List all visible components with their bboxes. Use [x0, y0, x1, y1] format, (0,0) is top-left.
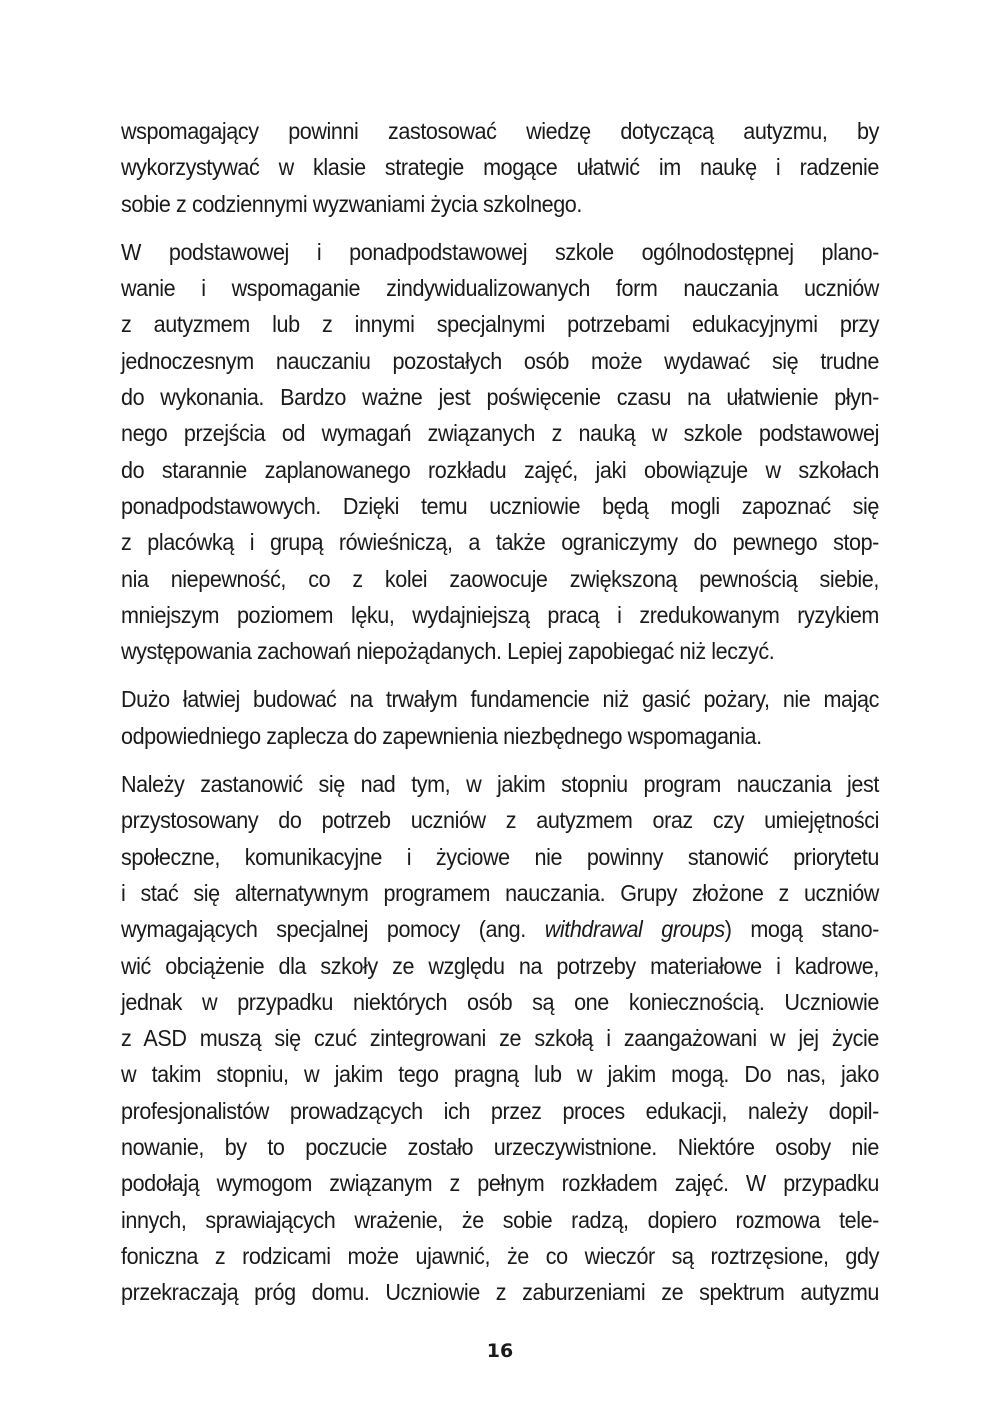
text-segment: wymagających specjalnej pomocy (ang.: [121, 916, 545, 943]
text-line: podołają wymogom związanym z pełnym rozkładem zajęć. W przypadku: [121, 1170, 879, 1197]
text-line: społeczne, komunikacyjne i życiowe nie powinny stanowić priorytetu: [121, 843, 879, 870]
text-line: odpowiedniego zaplecza do zapewnienia niezbędnego wspomagania.: [121, 722, 762, 749]
text-line: nia niepewność, co z kolei zaowocuje zwiększoną pewnością siebie,: [121, 565, 879, 592]
text-line: jednak w przypadku niektórych osób są one koniecznością. Uczniowie: [121, 988, 879, 1015]
page-body: [121, 113, 879, 1323]
text-line: wykorzystywać w klasie strategie mogące ułatwić im naukę i radzenie: [121, 154, 879, 181]
text-line: i stać się alternatywnym programem nauczania. Grupy złożone z uczniów: [121, 879, 879, 906]
text-line: do wykonania. Bardzo ważne jest poświęcenie czasu na ułatwienie płyn-: [121, 384, 879, 411]
text-line: innych, sprawiających wrażenie, że sobie radzą, dopiero rozmowa tele-: [121, 1206, 879, 1233]
text-line: występowania zachowań niepożądanych. Lepiej zapobiegać niż leczyć.: [121, 638, 775, 665]
text-line-with-italic: [121, 911, 879, 947]
text-line: z autyzmem lub z innymi specjalnymi potrzebami edukacyjnymi przy: [121, 311, 879, 338]
text-line: z ASD muszą się czuć zintegrowani ze szkołą i zaangażowani w jej życie: [121, 1025, 879, 1052]
text-line: wanie i wspomaganie zindywidualizowanych form nauczania uczniów: [121, 275, 879, 302]
text-line: wić obciążenie dla szkoły ze względu na potrzeby materiałowe i kadrowe,: [121, 952, 879, 979]
text-line: przystosowany do potrzeb uczniów z autyzmem oraz czy umiejętności: [121, 807, 879, 834]
text-line: mniejszym poziomem lęku, wydajniejszą pracą i zredukowanym ryzykiem: [121, 601, 879, 628]
text-line: jednoczesnym nauczaniu pozostałych osób może wydawać się trudne: [121, 347, 879, 374]
text-line: do starannie zaplanowanego rozkładu zajęć, jaki obowiązuje w szkołach: [121, 456, 879, 483]
text-line: nowanie, by to poczucie zostało urzeczywistnione. Niektóre osoby nie: [121, 1134, 879, 1161]
text-line: ponadpodstawowych. Dzięki temu uczniowie będą mogli zapoznać się: [121, 492, 879, 519]
text-line: sobie z codziennymi wyzwaniami życia szkolnego.: [121, 190, 582, 217]
page-number: 16: [486, 1340, 514, 1362]
text-line: wspomagający powinni zastosować wiedzę dotyczącą autyzmu, by: [121, 118, 879, 144]
paragraph-1: [121, 113, 879, 222]
text-segment: ) mogą stano-: [724, 916, 879, 943]
text-line: profesjonalistów prowadzących ich przez proces edukacji, należy dopil-: [121, 1097, 879, 1124]
text-line: Należy zastanowić się nad tym, w jakim stopniu program nauczania jest: [121, 771, 879, 798]
text-line: Dużo łatwiej budować na trwałym fundamencie niż gasić pożary, nie mając: [121, 686, 879, 713]
text-line: z placówką i grupą rówieśniczą, a także ograniczymy do pewnego stop-: [121, 529, 879, 556]
text-line: foniczna z rodzicami może ujawnić, że co wieczór są roztrzęsione, gdy: [121, 1242, 879, 1269]
italic-term: withdrawal groups: [544, 916, 725, 943]
text-line: w takim stopniu, w jakim tego pragną lub w jakim mogą. Do nas, jako: [121, 1061, 879, 1088]
paragraph-2: [121, 234, 879, 670]
text-line: W podstawowej i ponadpodstawowej szkole ogólnodostępnej plano-: [121, 238, 879, 265]
text-line: przekraczają próg domu. Uczniowie z zaburzeniami ze spektrum autyzmu: [121, 1279, 879, 1306]
text-line: nego przejścia od wymagań związanych z nauką w szkole podstawowej: [121, 420, 879, 447]
paragraph-3: [121, 681, 879, 754]
paragraph-4: [121, 766, 879, 1310]
